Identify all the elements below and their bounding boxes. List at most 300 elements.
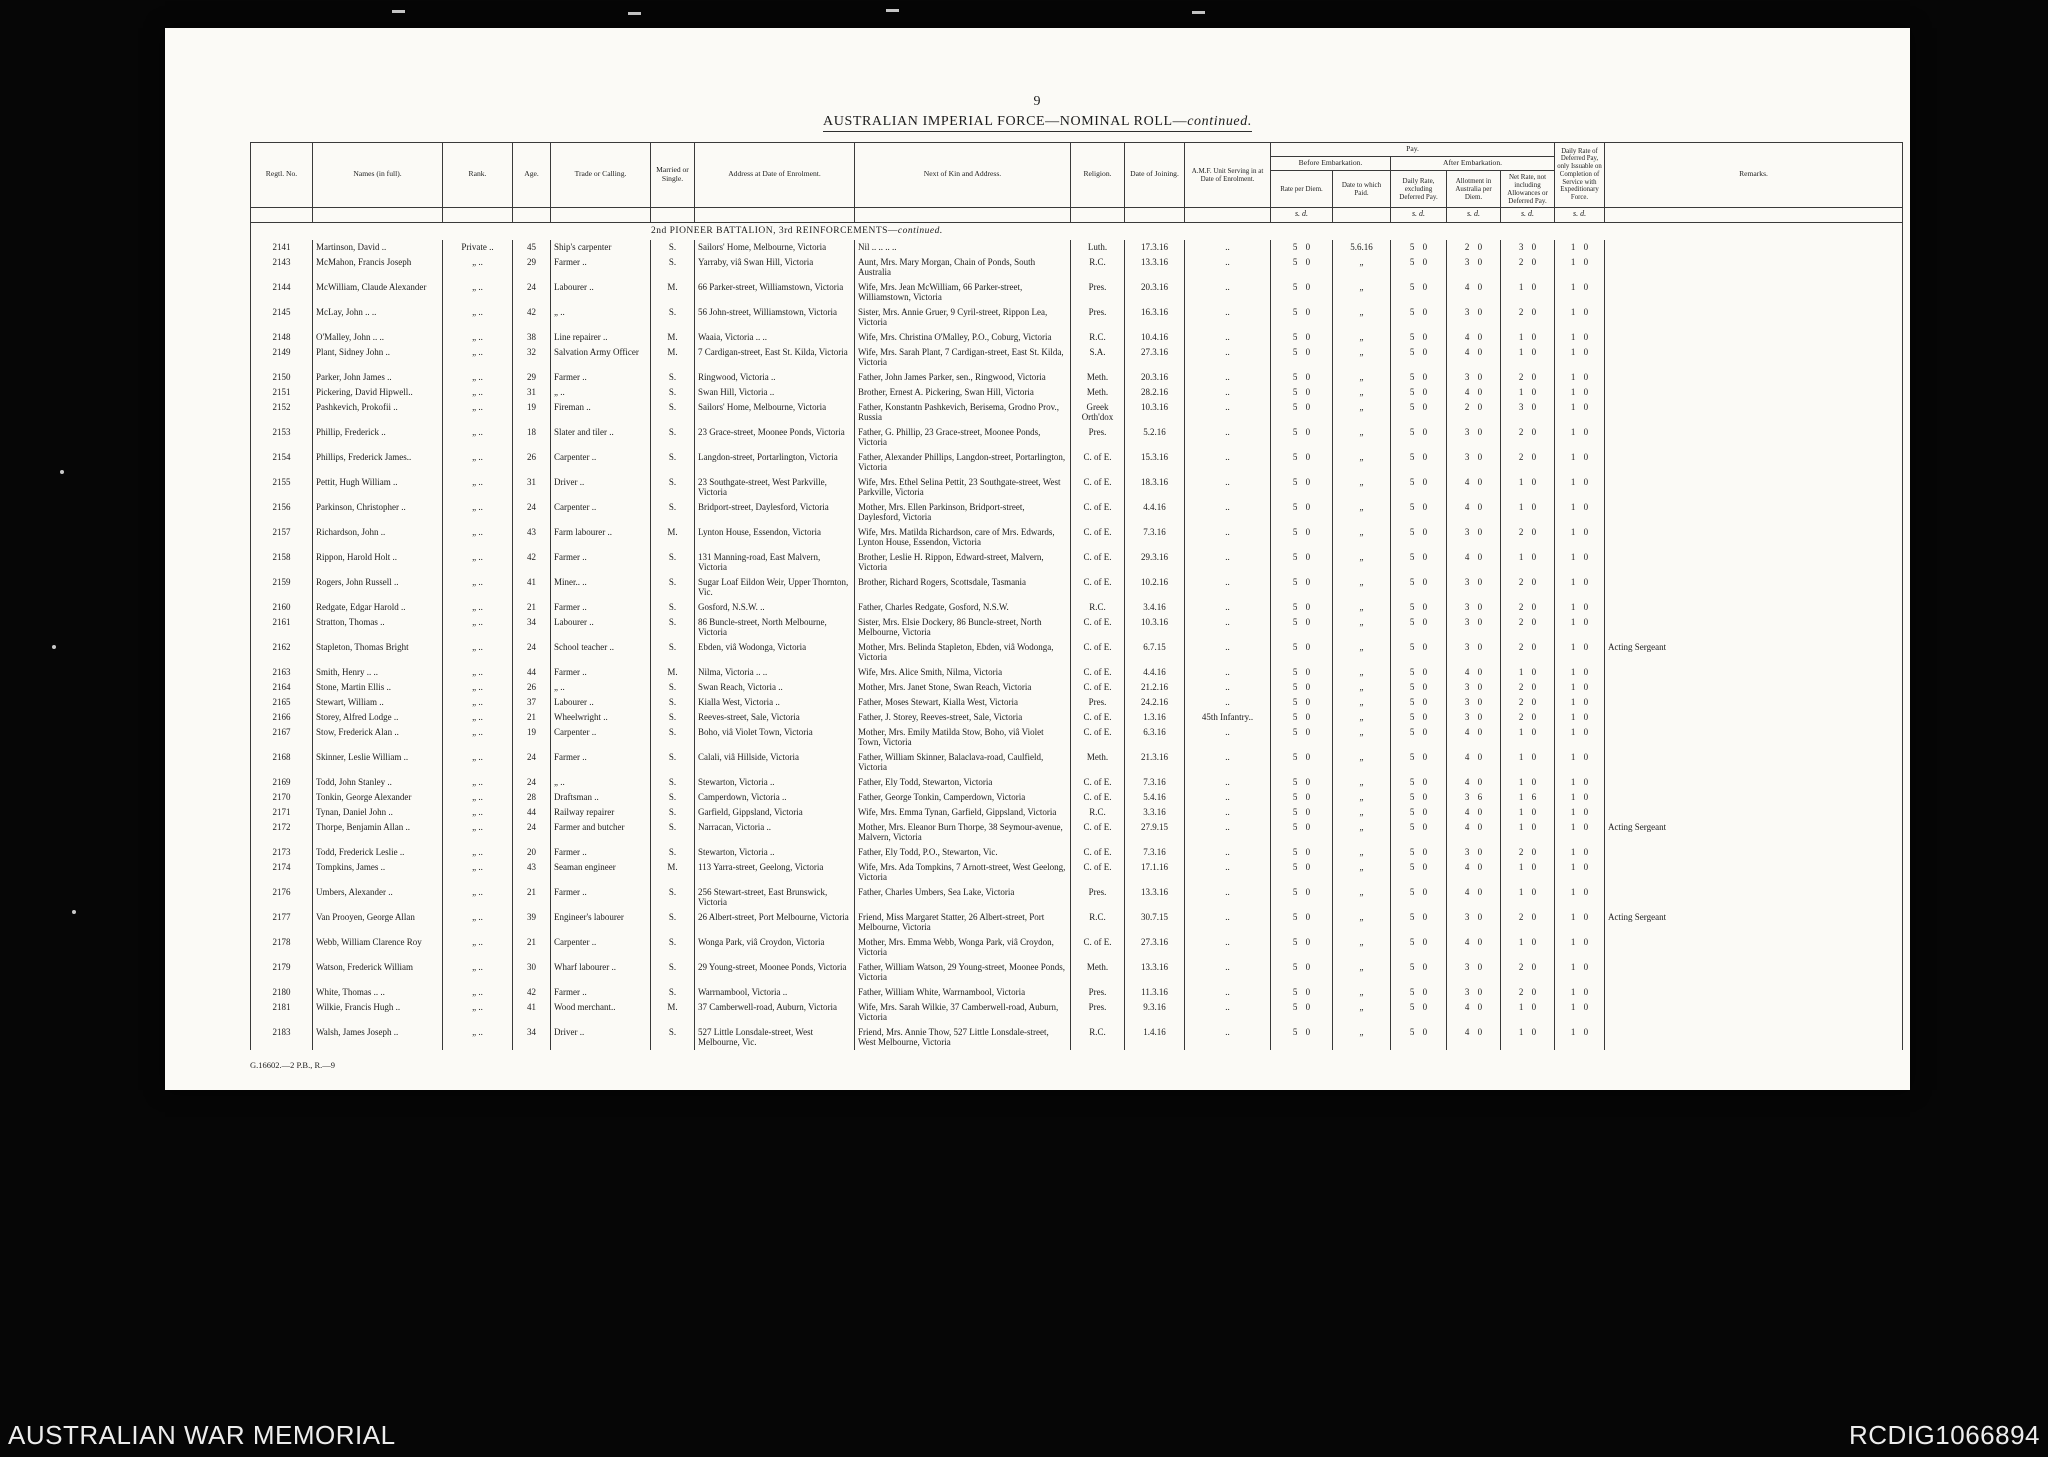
cell-rel: C. of E. xyxy=(1071,525,1125,550)
table-row xyxy=(251,885,1903,910)
table-row xyxy=(251,935,1903,960)
cell-rem xyxy=(1605,575,1903,600)
col-header-date-of-joining: Date of Joining. xyxy=(1125,143,1185,208)
cell-trade: „ .. xyxy=(551,775,651,790)
cell-joined: 10.2.16 xyxy=(1125,575,1185,600)
cell-rel: S.A. xyxy=(1071,345,1125,370)
unit-cell xyxy=(1125,207,1185,222)
cell-allot: 3 0 xyxy=(1447,425,1501,450)
cell-trade: Fireman .. xyxy=(551,400,651,425)
table-row xyxy=(251,305,1903,330)
col-header-rank: Rank. xyxy=(443,143,513,208)
cell-age: 45 xyxy=(513,240,551,255)
cell-rank: „ .. xyxy=(443,425,513,450)
cell-def: 1 0 xyxy=(1555,680,1605,695)
cell-age: 43 xyxy=(513,525,551,550)
roll-table-header xyxy=(251,143,1903,223)
cell-net: 1 0 xyxy=(1501,750,1555,775)
cell-net: 2 0 xyxy=(1501,985,1555,1000)
cell-address: 86 Buncle-street, North Melbourne, Victoria xyxy=(695,615,855,640)
cell-no: 2151 xyxy=(251,385,313,400)
cell-daily: 5 0 xyxy=(1391,725,1447,750)
cell-rank: „ .. xyxy=(443,820,513,845)
cell-no: 2172 xyxy=(251,820,313,845)
cell-paid: „ xyxy=(1333,725,1391,750)
cell-amf: .. xyxy=(1185,385,1271,400)
cell-age: 26 xyxy=(513,450,551,475)
cell-rank: „ .. xyxy=(443,775,513,790)
cell-trade: Wharf labourer .. xyxy=(551,960,651,985)
cell-amf: .. xyxy=(1185,550,1271,575)
col-header-age: Age. xyxy=(513,143,551,208)
cell-rem xyxy=(1605,550,1903,575)
cell-joined: 4.4.16 xyxy=(1125,665,1185,680)
cell-rel: C. of E. xyxy=(1071,860,1125,885)
cell-def: 1 0 xyxy=(1555,425,1605,450)
cell-rate: 5 0 xyxy=(1271,775,1333,790)
cell-allot: 3 0 xyxy=(1447,695,1501,710)
cell-def: 1 0 xyxy=(1555,475,1605,500)
cell-allot: 4 0 xyxy=(1447,665,1501,680)
cell-nok: Father, Charles Umbers, Sea Lake, Victoria xyxy=(855,885,1071,910)
cell-name: Webb, William Clarence Roy xyxy=(313,935,443,960)
cell-def: 1 0 xyxy=(1555,255,1605,280)
cell-rate: 5 0 xyxy=(1271,575,1333,600)
cell-rel: C. of E. xyxy=(1071,680,1125,695)
cell-trade: Farmer .. xyxy=(551,255,651,280)
cell-paid: 5.6.16 xyxy=(1333,240,1391,255)
col-header-daily-rate: Daily Rate, excluding Deferred Pay. xyxy=(1391,170,1447,207)
table-row xyxy=(251,845,1903,860)
cell-trade: Line repairer .. xyxy=(551,330,651,345)
cell-amf: .. xyxy=(1185,330,1271,345)
cell-amf: .. xyxy=(1185,935,1271,960)
cell-rel: C. of E. xyxy=(1071,575,1125,600)
cell-rem xyxy=(1605,500,1903,525)
cell-joined: 15.3.16 xyxy=(1125,450,1185,475)
cell-daily: 5 0 xyxy=(1391,305,1447,330)
cell-name: Stratton, Thomas .. xyxy=(313,615,443,640)
cell-nok: Father, Ely Todd, Stewarton, Victoria xyxy=(855,775,1071,790)
cell-joined: 13.3.16 xyxy=(1125,885,1185,910)
cell-nok: Wife, Mrs. Jean McWilliam, 66 Parker-street, Williamstown, Victoria xyxy=(855,280,1071,305)
cell-name: Phillip, Frederick .. xyxy=(313,425,443,450)
cell-nok: Brother, Ernest A. Pickering, Swan Hill, Victoria xyxy=(855,385,1071,400)
cell-no: 2173 xyxy=(251,845,313,860)
cell-allot: 2 0 xyxy=(1447,240,1501,255)
cell-rem xyxy=(1605,280,1903,305)
cell-no: 2160 xyxy=(251,600,313,615)
cell-name: Storey, Alfred Lodge .. xyxy=(313,710,443,725)
cell-allot: 4 0 xyxy=(1447,885,1501,910)
cell-nok: Nil .. .. .. .. xyxy=(855,240,1071,255)
cell-rem xyxy=(1605,600,1903,615)
cell-joined: 28.2.16 xyxy=(1125,385,1185,400)
cell-no: 2162 xyxy=(251,640,313,665)
document-title-text: AUSTRALIAN IMPERIAL FORCE—NOMINAL ROLL— xyxy=(823,114,1188,129)
cell-net: 1 0 xyxy=(1501,725,1555,750)
cell-daily: 5 0 xyxy=(1391,615,1447,640)
cell-paid: „ xyxy=(1333,680,1391,695)
cell-rem xyxy=(1605,805,1903,820)
cell-nok: Sister, Mrs. Annie Gruer, 9 Cyril-street, Rippon Lea, Victoria xyxy=(855,305,1071,330)
cell-rank: „ .. xyxy=(443,370,513,385)
cell-paid: „ xyxy=(1333,575,1391,600)
cell-paid: „ xyxy=(1333,710,1391,725)
cell-rate: 5 0 xyxy=(1271,885,1333,910)
cell-paid: „ xyxy=(1333,305,1391,330)
cell-rate: 5 0 xyxy=(1271,500,1333,525)
cell-rel: Greek Orth'dox xyxy=(1071,400,1125,425)
cell-rate: 5 0 xyxy=(1271,280,1333,305)
cell-no: 2170 xyxy=(251,790,313,805)
cell-nok: Mother, Mrs. Ellen Parkinson, Bridport-street, Daylesford, Victoria xyxy=(855,500,1071,525)
cell-joined: 18.3.16 xyxy=(1125,475,1185,500)
cell-rel: C. of E. xyxy=(1071,790,1125,805)
cell-ms: S. xyxy=(651,680,695,695)
nominal-roll-table xyxy=(250,142,1903,1050)
cell-amf: .. xyxy=(1185,600,1271,615)
cell-rank: „ .. xyxy=(443,525,513,550)
cell-daily: 5 0 xyxy=(1391,280,1447,305)
col-header-date-to-which-paid: Date to which Paid. xyxy=(1333,170,1391,207)
cell-address: Stewarton, Victoria .. xyxy=(695,775,855,790)
cell-def: 1 0 xyxy=(1555,280,1605,305)
cell-trade: Labourer .. xyxy=(551,615,651,640)
cell-rem xyxy=(1605,475,1903,500)
unit-cell xyxy=(1333,207,1391,222)
cell-age: 38 xyxy=(513,330,551,345)
table-row xyxy=(251,600,1903,615)
cell-net: 2 0 xyxy=(1501,600,1555,615)
cell-rel: Pres. xyxy=(1071,305,1125,330)
cell-no: 2141 xyxy=(251,240,313,255)
cell-trade: Farmer .. xyxy=(551,750,651,775)
cell-ms: S. xyxy=(651,425,695,450)
cell-trade: Miner.. .. xyxy=(551,575,651,600)
cell-rem xyxy=(1605,240,1903,255)
cell-age: 24 xyxy=(513,750,551,775)
cell-no: 2143 xyxy=(251,255,313,280)
cell-allot: 2 0 xyxy=(1447,400,1501,425)
cell-trade: Wheelwright .. xyxy=(551,710,651,725)
table-row xyxy=(251,640,1903,665)
cell-rate: 5 0 xyxy=(1271,600,1333,615)
cell-rate: 5 0 xyxy=(1271,370,1333,385)
cell-name: Stone, Martin Ellis .. xyxy=(313,680,443,695)
cell-paid: „ xyxy=(1333,910,1391,935)
cell-name: Stewart, William .. xyxy=(313,695,443,710)
cell-allot: 3 0 xyxy=(1447,845,1501,860)
cell-ms: S. xyxy=(651,885,695,910)
cell-rem xyxy=(1605,960,1903,985)
cell-address: Ebden, viâ Wodonga, Victoria xyxy=(695,640,855,665)
cell-rank: „ .. xyxy=(443,665,513,680)
cell-def: 1 0 xyxy=(1555,860,1605,885)
cell-name: Pettit, Hugh William .. xyxy=(313,475,443,500)
cell-address: Wonga Park, viâ Croydon, Victoria xyxy=(695,935,855,960)
cell-daily: 5 0 xyxy=(1391,775,1447,790)
cell-rem: Acting Sergeant xyxy=(1605,640,1903,665)
cell-rank: „ .. xyxy=(443,1025,513,1050)
cell-address: 131 Manning-road, East Malvern, Victoria xyxy=(695,550,855,575)
cell-trade: School teacher .. xyxy=(551,640,651,665)
cell-net: 2 0 xyxy=(1501,960,1555,985)
cell-paid: „ xyxy=(1333,345,1391,370)
cell-name: Stapleton, Thomas Bright xyxy=(313,640,443,665)
col-header-net-rate: Net Rate, not including Allowances or Deferred Pay. xyxy=(1501,170,1555,207)
cell-paid: „ xyxy=(1333,1000,1391,1025)
cell-allot: 3 0 xyxy=(1447,960,1501,985)
cell-amf: .. xyxy=(1185,1025,1271,1050)
cell-amf: .. xyxy=(1185,525,1271,550)
cell-rank: „ .. xyxy=(443,450,513,475)
cell-allot: 4 0 xyxy=(1447,330,1501,345)
cell-paid: „ xyxy=(1333,845,1391,860)
cell-age: 37 xyxy=(513,695,551,710)
cell-ms: S. xyxy=(651,600,695,615)
cell-name: Thorpe, Benjamin Allan .. xyxy=(313,820,443,845)
cell-amf: .. xyxy=(1185,775,1271,790)
cell-rel: R.C. xyxy=(1071,600,1125,615)
cell-daily: 5 0 xyxy=(1391,385,1447,400)
cell-paid: „ xyxy=(1333,615,1391,640)
cell-name: Skinner, Leslie William .. xyxy=(313,750,443,775)
cell-ms: S. xyxy=(651,550,695,575)
cell-amf: .. xyxy=(1185,805,1271,820)
cell-name: Rippon, Harold Holt .. xyxy=(313,550,443,575)
cell-amf: .. xyxy=(1185,305,1271,330)
cell-nok: Father, Moses Stewart, Kialla West, Victoria xyxy=(855,695,1071,710)
cell-ms: S. xyxy=(651,475,695,500)
cell-name: Martinson, David .. xyxy=(313,240,443,255)
cell-amf: .. xyxy=(1185,400,1271,425)
col-header-allotment: Allotment in Australia per Diem. xyxy=(1447,170,1501,207)
cell-net: 1 0 xyxy=(1501,330,1555,345)
cell-trade: Slater and tiler .. xyxy=(551,425,651,450)
col-header-next-of-kin: Next of Kin and Address. xyxy=(855,143,1071,208)
cell-allot: 3 0 xyxy=(1447,525,1501,550)
cell-address: 66 Parker-street, Williamstown, Victoria xyxy=(695,280,855,305)
cell-rate: 5 0 xyxy=(1271,750,1333,775)
cell-trade: Seaman engineer xyxy=(551,860,651,885)
table-row xyxy=(251,425,1903,450)
cell-trade: Salvation Army Officer xyxy=(551,345,651,370)
cell-allot: 4 0 xyxy=(1447,475,1501,500)
cell-address: 23 Grace-street, Moonee Ponds, Victoria xyxy=(695,425,855,450)
cell-trade: Driver .. xyxy=(551,1025,651,1050)
cell-joined: 11.3.16 xyxy=(1125,985,1185,1000)
cell-paid: „ xyxy=(1333,450,1391,475)
cell-daily: 5 0 xyxy=(1391,935,1447,960)
cell-rem xyxy=(1605,1025,1903,1050)
cell-paid: „ xyxy=(1333,500,1391,525)
col-header-after-embarkation: After Embarkation. xyxy=(1391,156,1555,170)
cell-rank: „ .. xyxy=(443,885,513,910)
cell-rank: „ .. xyxy=(443,985,513,1000)
cell-nok: Mother, Mrs. Janet Stone, Swan Reach, Victoria xyxy=(855,680,1071,695)
cell-def: 1 0 xyxy=(1555,935,1605,960)
cell-joined: 16.3.16 xyxy=(1125,305,1185,330)
cell-rate: 5 0 xyxy=(1271,1000,1333,1025)
cell-rate: 5 0 xyxy=(1271,345,1333,370)
cell-rem xyxy=(1605,725,1903,750)
scan-artifact xyxy=(1192,11,1205,14)
cell-ms: S. xyxy=(651,615,695,640)
col-header-rate-per-diem: Rate per Diem. xyxy=(1271,170,1333,207)
unit-cell xyxy=(551,207,651,222)
cell-rank: „ .. xyxy=(443,330,513,345)
cell-rank: „ .. xyxy=(443,1000,513,1025)
cell-trade: Engineer's labourer xyxy=(551,910,651,935)
cell-rem xyxy=(1605,860,1903,885)
cell-nok: Father, Charles Redgate, Gosford, N.S.W. xyxy=(855,600,1071,615)
cell-name: Phillips, Frederick James.. xyxy=(313,450,443,475)
cell-ms: S. xyxy=(651,695,695,710)
cell-no: 2176 xyxy=(251,885,313,910)
cell-ms: S. xyxy=(651,805,695,820)
cell-rate: 5 0 xyxy=(1271,640,1333,665)
cell-ms: S. xyxy=(651,960,695,985)
cell-net: 1 0 xyxy=(1501,1025,1555,1050)
cell-paid: „ xyxy=(1333,280,1391,305)
unit-label: s. d. xyxy=(1447,207,1501,222)
cell-joined: 10.3.16 xyxy=(1125,400,1185,425)
cell-rel: Pres. xyxy=(1071,885,1125,910)
cell-nok: Father, G. Phillip, 23 Grace-street, Moonee Ponds, Victoria xyxy=(855,425,1071,450)
cell-amf: .. xyxy=(1185,860,1271,885)
cell-rank: „ .. xyxy=(443,305,513,330)
cell-amf: .. xyxy=(1185,665,1271,680)
cell-paid: „ xyxy=(1333,775,1391,790)
cell-def: 1 0 xyxy=(1555,750,1605,775)
cell-amf: .. xyxy=(1185,820,1271,845)
cell-rem xyxy=(1605,695,1903,710)
cell-trade: Farmer .. xyxy=(551,600,651,615)
cell-def: 1 0 xyxy=(1555,775,1605,790)
cell-address: Warrnambool, Victoria .. xyxy=(695,985,855,1000)
cell-def: 1 0 xyxy=(1555,400,1605,425)
cell-trade: Wood merchant.. xyxy=(551,1000,651,1025)
cell-address: Swan Reach, Victoria .. xyxy=(695,680,855,695)
cell-nok: Wife, Mrs. Ethel Selina Pettit, 23 Southgate-street, West Parkville, Victoria xyxy=(855,475,1071,500)
cell-rank: „ .. xyxy=(443,345,513,370)
cell-rate: 5 0 xyxy=(1271,805,1333,820)
cell-rem: Acting Sergeant xyxy=(1605,820,1903,845)
cell-nok: Mother, Mrs. Emily Matilda Stow, Boho, viâ Violet Town, Victoria xyxy=(855,725,1071,750)
cell-rate: 5 0 xyxy=(1271,710,1333,725)
cell-trade: Farmer .. xyxy=(551,665,651,680)
cell-net: 1 0 xyxy=(1501,820,1555,845)
cell-no: 2156 xyxy=(251,500,313,525)
cell-rel: Pres. xyxy=(1071,425,1125,450)
cell-rank: „ .. xyxy=(443,805,513,820)
cell-net: 2 0 xyxy=(1501,695,1555,710)
table-row xyxy=(251,330,1903,345)
cell-rem xyxy=(1605,680,1903,695)
cell-address: Narracan, Victoria .. xyxy=(695,820,855,845)
cell-rel: C. of E. xyxy=(1071,775,1125,790)
cell-net: 2 0 xyxy=(1501,450,1555,475)
table-row xyxy=(251,960,1903,985)
cell-def: 1 0 xyxy=(1555,790,1605,805)
cell-no: 2163 xyxy=(251,665,313,680)
cell-paid: „ xyxy=(1333,385,1391,400)
cell-daily: 5 0 xyxy=(1391,330,1447,345)
cell-address: Swan Hill, Victoria .. xyxy=(695,385,855,400)
cell-rank: „ .. xyxy=(443,575,513,600)
cell-address: Gosford, N.S.W. .. xyxy=(695,600,855,615)
cell-age: 19 xyxy=(513,400,551,425)
cell-address: Reeves-street, Sale, Victoria xyxy=(695,710,855,725)
cell-no: 2166 xyxy=(251,710,313,725)
cell-ms: S. xyxy=(651,725,695,750)
cell-net: 2 0 xyxy=(1501,845,1555,860)
cell-rate: 5 0 xyxy=(1271,475,1333,500)
cell-trade: Railway repairer xyxy=(551,805,651,820)
cell-trade: Farmer .. xyxy=(551,550,651,575)
cell-paid: „ xyxy=(1333,960,1391,985)
cell-daily: 5 0 xyxy=(1391,985,1447,1000)
unit-cell xyxy=(251,207,313,222)
cell-daily: 5 0 xyxy=(1391,525,1447,550)
cell-no: 2178 xyxy=(251,935,313,960)
cell-rank: „ .. xyxy=(443,280,513,305)
cell-amf: .. xyxy=(1185,370,1271,385)
cell-net: 2 0 xyxy=(1501,525,1555,550)
cell-nok: Father, William White, Warrnambool, Victoria xyxy=(855,985,1071,1000)
cell-rel: C. of E. xyxy=(1071,475,1125,500)
cell-rank: „ .. xyxy=(443,385,513,400)
table-row xyxy=(251,985,1903,1000)
cell-allot: 3 0 xyxy=(1447,450,1501,475)
unit-cell xyxy=(1605,207,1903,222)
table-row xyxy=(251,775,1903,790)
col-header-remarks: Remarks. xyxy=(1605,143,1903,208)
cell-daily: 5 0 xyxy=(1391,550,1447,575)
cell-ms: S. xyxy=(651,575,695,600)
table-row xyxy=(251,370,1903,385)
cell-amf: .. xyxy=(1185,845,1271,860)
cell-joined: 9.3.16 xyxy=(1125,1000,1185,1025)
cell-amf: .. xyxy=(1185,695,1271,710)
cell-nok: Father, J. Storey, Reeves-street, Sale, Victoria xyxy=(855,710,1071,725)
cell-daily: 5 0 xyxy=(1391,600,1447,615)
unit-label: s. d. xyxy=(1271,207,1333,222)
col-header-trade: Trade or Calling. xyxy=(551,143,651,208)
cell-rel: C. of E. xyxy=(1071,710,1125,725)
table-row xyxy=(251,450,1903,475)
cell-def: 1 0 xyxy=(1555,345,1605,370)
cell-address: Bridport-street, Daylesford, Victoria xyxy=(695,500,855,525)
cell-allot: 4 0 xyxy=(1447,805,1501,820)
cell-joined: 30.7.15 xyxy=(1125,910,1185,935)
cell-ms: M. xyxy=(651,525,695,550)
section-header-row xyxy=(251,222,1903,240)
cell-name: Tynan, Daniel John .. xyxy=(313,805,443,820)
cell-trade: Carpenter .. xyxy=(551,450,651,475)
cell-rel: C. of E. xyxy=(1071,935,1125,960)
cell-ms: S. xyxy=(651,305,695,330)
cell-nok: Father, William Watson, 29 Young-street, Moonee Ponds, Victoria xyxy=(855,960,1071,985)
cell-daily: 5 0 xyxy=(1391,240,1447,255)
cell-paid: „ xyxy=(1333,1025,1391,1050)
cell-def: 1 0 xyxy=(1555,615,1605,640)
cell-address: 113 Yarra-street, Geelong, Victoria xyxy=(695,860,855,885)
cell-daily: 5 0 xyxy=(1391,695,1447,710)
cell-daily: 5 0 xyxy=(1391,400,1447,425)
cell-rem xyxy=(1605,330,1903,345)
